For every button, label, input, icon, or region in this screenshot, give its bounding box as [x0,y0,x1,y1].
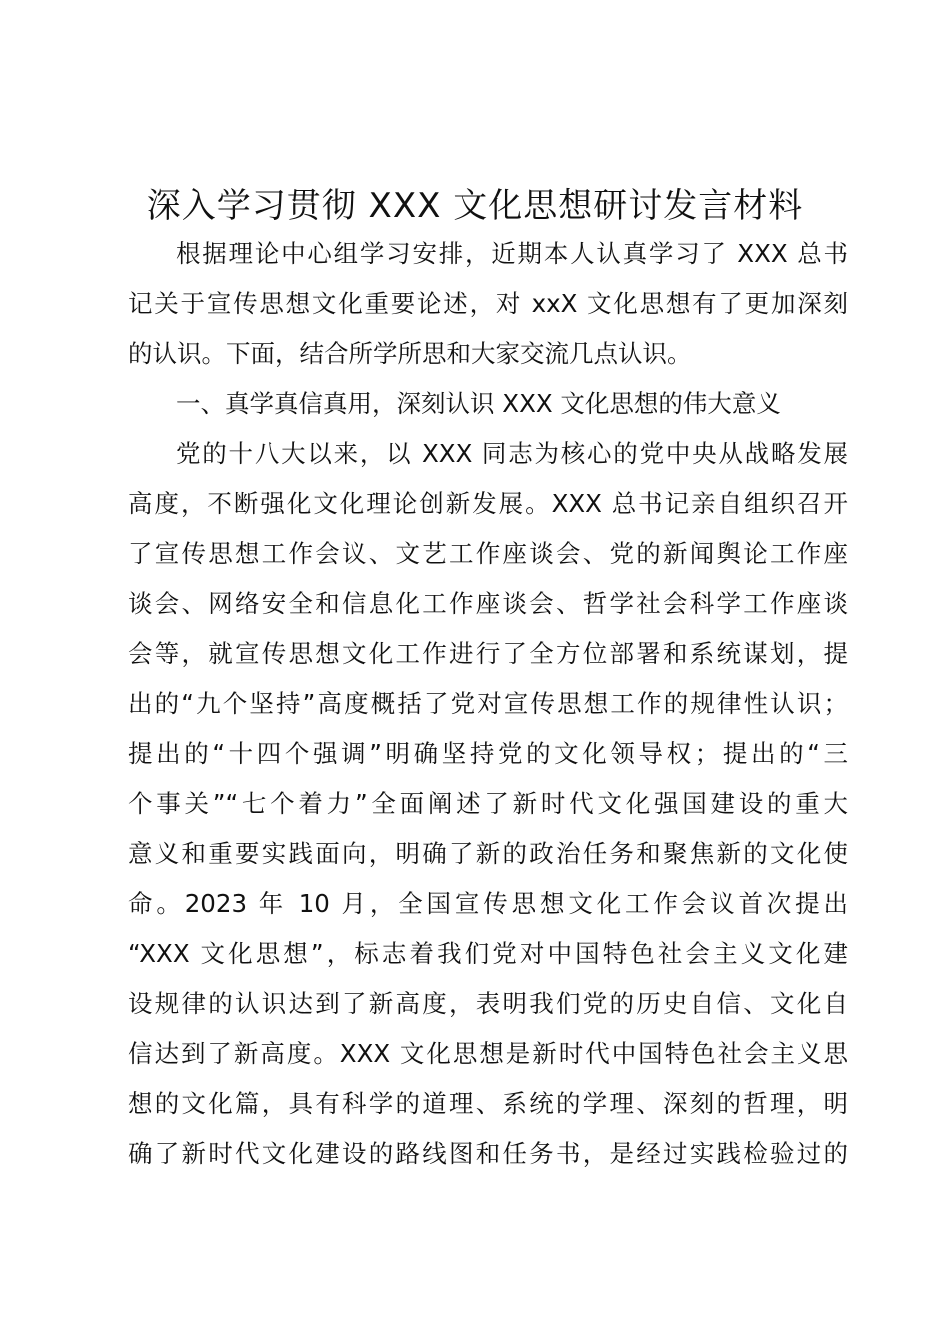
body-line: 意义和重要实践面向，明确了新的政治任务和聚焦新的文化使 [128,839,848,868]
body-line: 确了新时代文化建设的路线图和任务书，是经过实践检验过的 [128,1139,848,1168]
document-title: 深入学习贯彻 XXX 文化思想研讨发言材料 [146,186,804,226]
body-line: “XXX 文化思想”，标志着我们党对中国特色社会主义文化建 [128,939,848,968]
body-line: 提出的“十四个强调”明确坚持党的文化领导权；提出的“三 [128,739,848,768]
body-line: 信达到了新高度。XXX 文化思想是新时代中国特色社会主义思 [128,1039,848,1068]
body-line: 想的文化篇，具有科学的道理、系统的学理、深刻的哲理，明 [128,1089,848,1118]
body-line: 个事关”“七个着力”全面阐述了新时代文化强国建设的重大 [128,789,848,818]
body-line: 命。2023 年 10 月，全国宣传思想文化工作会议首次提出 [128,889,848,918]
intro-line: 记关于宣传思想文化重要论述，对 xxX 文化思想有了更加深刻 [128,289,848,318]
body-line: 高度，不断强化文化理论创新发展。XXX 总书记亲自组织召开 [128,489,848,518]
body-line: 了宣传思想工作会议、文艺工作座谈会、党的新闻舆论工作座 [128,539,848,568]
body-line: 设规律的认识达到了新高度，表明我们党的历史自信、文化自 [128,989,848,1018]
intro-line: 的认识。下面，结合所学所思和大家交流几点认识。 [128,339,692,368]
section-heading: 一、真学真信真用，深刻认识 XXX 文化思想的伟大意义 [176,389,781,418]
body-line: 谈会、网络安全和信息化工作座谈会、哲学社会科学工作座谈 [128,589,848,618]
body-line: 党的十八大以来，以 XXX 同志为核心的党中央从战略发展 [176,439,848,468]
body-line: 会等，就宣传思想文化工作进行了全方位部署和系统谋划，提 [128,639,848,668]
body-line: 出的“九个坚持”高度概括了党对宣传思想工作的规律性认识； [128,689,848,718]
intro-line: 根据理论中心组学习安排，近期本人认真学习了 XXX 总书 [176,239,848,268]
